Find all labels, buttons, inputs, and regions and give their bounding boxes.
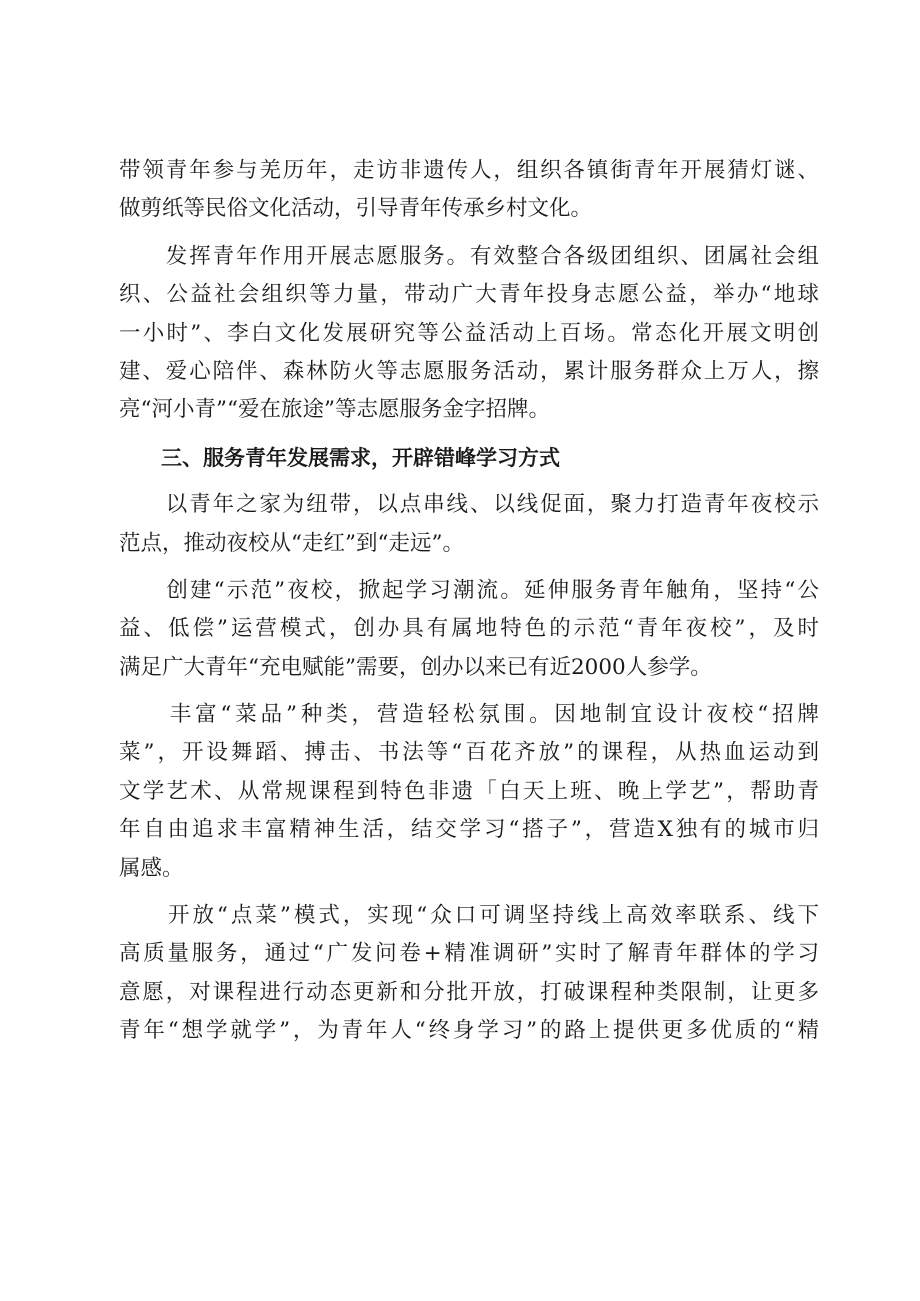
text-line: 带领青年参与羌历年，走访非遗传人，组织各镇街青年开展猜灯谜、 <box>119 158 819 183</box>
text-line: 创建“示范”夜校，掀起学习潮流。延伸服务青年触角，坚持“公 <box>119 577 819 603</box>
paragraph-demo-night-school <box>119 572 819 687</box>
text-line: 属感。 <box>119 855 184 881</box>
text-line: 建、爱心陪伴、森林防火等志愿服务活动，累计服务群众上万人，擦 <box>119 358 819 384</box>
text-line: 丰富“菜品”种类，营造轻松氛围。因地制宜设计夜校“招牌 <box>119 702 819 728</box>
text-line: 做剪纸等民俗文化活动，引导青年传承乡村文化。 <box>119 196 593 222</box>
paragraph-rural-culture <box>119 152 819 229</box>
text-line: 年自由追求丰富精神生活，结交学习“搭子”，营造X独有的城市归 <box>119 817 819 843</box>
paragraph-youth-home <box>119 486 819 563</box>
text-line: 满足广大青年“充电赋能”需要，创办以来已有近2000人参学。 <box>119 654 712 680</box>
text-line: 意愿，对课程进行动态更新和分批开放，打破课程种类限制，让更多 <box>119 979 819 1005</box>
text-line: 青年“想学就学”，为青年人“终身学习”的路上提供更多优质的“精 <box>119 1018 819 1044</box>
paragraph-course-variety <box>119 696 819 888</box>
text-line: 菜”，开设舞蹈、搏击、书法等“百花齐放”的课程，从热血运动到 <box>119 740 819 766</box>
text-line: 一小时”、李白文化发展研究等公益活动上百场。常态化开展文明创 <box>119 320 819 346</box>
text-line: 亮“河小青”“爱在旅途”等志愿服务金字招牌。 <box>119 397 550 423</box>
text-line: 范点，推动夜校从“走红”到“走远”。 <box>119 530 464 556</box>
paragraph-order-mode <box>119 897 819 1051</box>
section-heading: 三、服务青年发展需求，开辟错峰学习方式 <box>119 445 560 470</box>
paragraph-volunteer-service <box>119 238 819 430</box>
text-line: 益、低偿”运营模式，创办具有属地特色的示范“青年夜校”，及时 <box>119 616 819 642</box>
text-line: 高质量服务，通过“广发问卷+精准调研”实时了解青年群体的学习 <box>119 941 819 967</box>
text-line: 发挥青年作用开展志愿服务。有效整合各级团组织、团属社会组 <box>119 243 819 269</box>
text-line: 织、公益社会组织等力量，带动广大青年投身志愿公益，举办“地球 <box>119 282 819 308</box>
text-line: 开放“点菜”模式，实现“众口可调坚持线上高效率联系、线下 <box>119 903 819 929</box>
text-line: 文学艺术、从常规课程到特色非遗「白天上班、晚上学艺”，帮助青 <box>119 778 819 804</box>
text-line: 以青年之家为纽带，以点串线、以线促面，聚力打造青年夜校示 <box>119 492 819 518</box>
document-body <box>119 152 819 1051</box>
